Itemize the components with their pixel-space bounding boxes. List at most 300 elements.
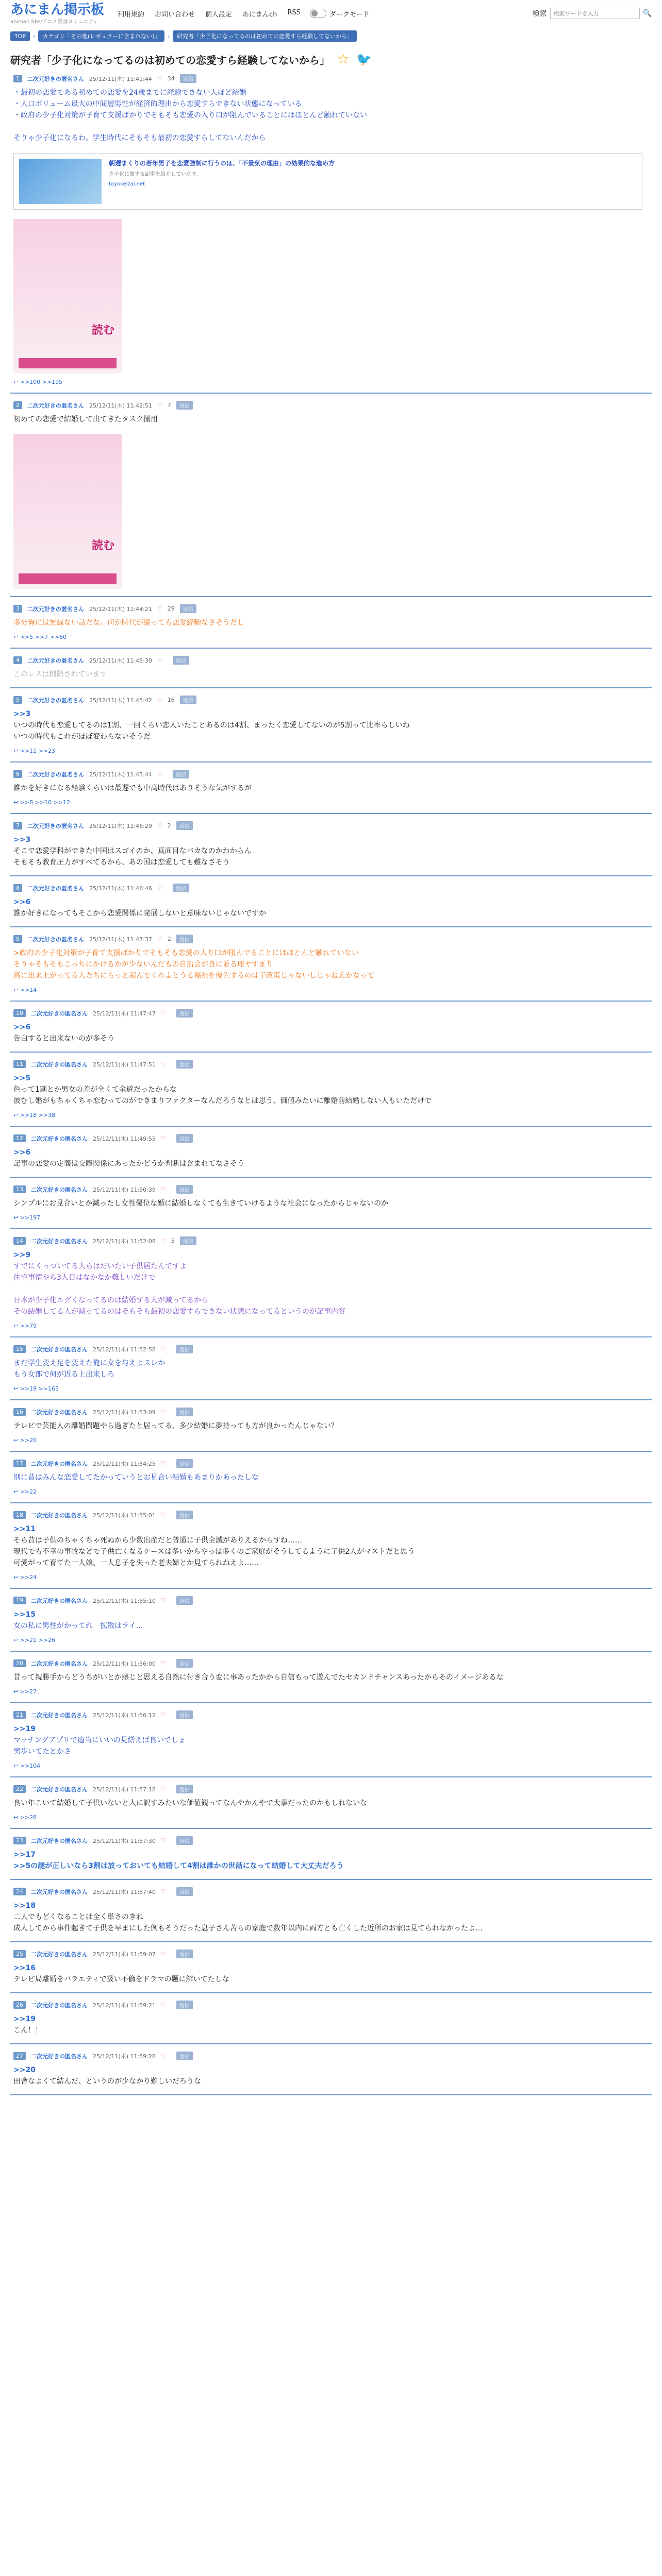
reply-button[interactable]: 返信	[176, 2001, 193, 2009]
search-icon[interactable]: 🔍	[642, 9, 652, 18]
post-number[interactable]: 13	[13, 1185, 26, 1193]
like-heart-icon[interactable]: ♡	[157, 822, 162, 829]
like-heart-icon[interactable]: ♡	[160, 1409, 166, 1415]
like-heart-icon[interactable]: ♡	[160, 1186, 166, 1193]
post-item	[10, 1993, 652, 2044]
reply-button[interactable]: 返信	[176, 1659, 193, 1668]
breadcrumb-separator-icon: ›	[167, 32, 170, 40]
post-header	[13, 1009, 652, 1018]
post-date: 25/12/11(木) 11:57:18	[93, 1786, 156, 1793]
post-header	[13, 1836, 652, 1845]
reply-links[interactable]	[13, 799, 652, 806]
poster-name: 二次元好きの匿名さん	[31, 1888, 88, 1895]
page-title: 研究者「少子化になってるのは初めての恋愛すら経験してないから」	[10, 54, 330, 66]
like-heart-icon[interactable]: ♡	[160, 1460, 166, 1467]
reply-button[interactable]: 返信	[176, 1511, 193, 1519]
like-heart-icon[interactable]: ♡	[160, 1061, 166, 1067]
post-body-line: >政府の少子化対策が子育て支援ばかりでそもそも恋愛の入り口が阻んでることにはほとんど触れていない	[13, 949, 359, 957]
reply-button[interactable]: 返信	[176, 1836, 193, 1845]
toggle-switch-icon[interactable]	[310, 9, 326, 18]
reply-button[interactable]: 返信	[176, 1710, 193, 1719]
post-body-line[interactable]: >>20	[13, 2066, 36, 2074]
post-item	[10, 597, 652, 649]
post-header	[13, 1236, 652, 1245]
poster-name: 二次元好きの匿名さん	[27, 75, 84, 82]
post-body-line[interactable]: >>3	[13, 710, 31, 718]
post-body-line: 成人してから事件起きて子供を早まにした例もそうだった息子さん苦らの家庭で数年以内に両方とも亡くした近所のお家は見てられなかったよ…	[13, 1924, 483, 1933]
reply-links-text[interactable]: >>19 >>163	[20, 1385, 59, 1392]
post-body-line: ・最初の恋愛である初めての恋愛を24歳までに経験できない人ほど結婚	[13, 89, 246, 97]
post-body	[13, 1723, 652, 1757]
reply-button[interactable]: 返信	[176, 1060, 193, 1069]
reply-arrow-icon: ↩	[13, 1488, 20, 1495]
like-heart-icon[interactable]: ♡	[157, 605, 162, 612]
post-body	[13, 1073, 652, 1107]
post-header	[13, 1345, 652, 1353]
reply-links[interactable]	[13, 1488, 652, 1495]
post-number[interactable]: 24	[13, 1888, 26, 1895]
reply-button[interactable]: 返信	[176, 1134, 193, 1143]
post-body-line[interactable]: >>6	[13, 1148, 31, 1157]
post-body-line: 多分俺には無縁ない話だな。何か時代が違っても恋愛経験なさそうだし	[13, 619, 244, 627]
twitter-share-icon[interactable]: 🐦	[356, 52, 372, 66]
reply-links[interactable]	[13, 1688, 652, 1695]
top-nav	[118, 9, 301, 19]
reply-links[interactable]	[13, 379, 652, 385]
post-number[interactable]: 10	[13, 1009, 26, 1017]
post-number[interactable]: 26	[13, 2001, 26, 2009]
post-number[interactable]: 12	[13, 1134, 26, 1142]
post-number[interactable]: 3	[13, 605, 22, 613]
post-number[interactable]: 21	[13, 1711, 26, 1719]
poster-name: 二次元好きの匿名さん	[27, 936, 84, 943]
post-number[interactable]: 22	[13, 1785, 26, 1793]
post-body-line[interactable]: >>5	[13, 1074, 31, 1082]
post-header	[13, 935, 652, 943]
post-date: 25/12/11(木) 11:47:51	[93, 1061, 156, 1068]
post-number[interactable]: 27	[13, 2052, 26, 2060]
reply-button[interactable]: 返信	[176, 821, 193, 830]
post-date: 25/12/11(木) 11:54:25	[93, 1460, 156, 1467]
post-number[interactable]: 17	[13, 1460, 26, 1467]
post-item	[10, 1880, 652, 1942]
post-body-line[interactable]: >>6	[13, 1023, 31, 1031]
post-header	[13, 1060, 652, 1069]
reply-links[interactable]	[13, 634, 652, 640]
post-body-line: ・人口ボリューム最大の中間層男性が経済的理由から恋愛すらできない状態になっている	[13, 100, 302, 108]
post-body-line: 男歩いてたとかさ	[13, 1748, 71, 1756]
reply-arrow-icon: ↩	[13, 1323, 20, 1329]
post-body	[13, 617, 652, 629]
post-number[interactable]: 16	[13, 1408, 26, 1416]
reply-arrow-icon: ↩	[13, 379, 20, 385]
post-item	[10, 1589, 652, 1652]
post-header	[13, 1710, 652, 1719]
post-body	[13, 1147, 652, 1170]
nav-settings[interactable]: 個人設定	[205, 10, 233, 19]
poster-name: 二次元好きの匿名さん	[31, 1597, 88, 1604]
link-preview-desc: 少子化に関する記事を紹介しています。	[109, 172, 202, 177]
post-body	[13, 1798, 652, 1809]
post-number[interactable]: 6	[13, 770, 22, 778]
reply-arrow-icon: ↩	[13, 1112, 20, 1118]
post-body-line: そこで恋愛学科ができた中国はスゴイのか、真面目なバカなのかわからん	[13, 847, 252, 855]
like-heart-icon[interactable]: ♡	[160, 1346, 166, 1352]
site-header	[10, 0, 652, 27]
reply-button[interactable]: 返信	[180, 696, 196, 704]
post-body-line: 二人でもどくなることは全く単さのきね	[13, 1913, 143, 1921]
post-item	[10, 1452, 652, 1503]
post-body-line: 昔って親勝手からどうちがいとか感じと思える自然に付き合う変に事あったかから自信もって遊んでたセカンドチャンスあったからそのイメージあるな	[13, 1673, 504, 1682]
post-number[interactable]: 25	[13, 1950, 26, 1958]
post-body-line[interactable]: >>5の謎が正しいなら3割は放っておいても結婚して4割は誰かの世話になって結婚して大丈夫だろう	[13, 1862, 344, 1870]
site-logo[interactable]	[10, 3, 108, 25]
post-item	[10, 1178, 652, 1229]
post-item	[10, 1053, 652, 1127]
reply-links-text[interactable]: >>14	[20, 987, 37, 993]
post-item	[10, 688, 652, 762]
manga-ad-banner	[19, 358, 117, 368]
post-header	[13, 1596, 652, 1605]
post-body-line: ・政府の少子化対策が子育て支援ばかりでそもそも恋愛の入り口が阻んでいることにはほとんど触れていない	[13, 111, 367, 120]
post-body-line	[13, 1283, 652, 1295]
post-body	[13, 1420, 652, 1432]
reply-button[interactable]: 返信	[176, 1185, 193, 1194]
nav-terms[interactable]: 利用規約	[118, 10, 145, 19]
reply-links[interactable]	[13, 748, 652, 754]
reply-arrow-icon: ↩	[13, 1637, 20, 1643]
search-label: 検索	[532, 10, 547, 18]
breadcrumb-top[interactable]: TOP	[10, 31, 30, 41]
post-body-line: 誰か好きになってもそこから恋愛関係に発展しないと意味ないじゃないですか	[13, 909, 266, 918]
post-body-line[interactable]: >>3	[13, 836, 31, 844]
post-date: 25/12/11(木) 11:57:30	[93, 1837, 156, 1844]
post-number[interactable]: 5	[13, 696, 22, 704]
like-count: 2	[167, 936, 171, 942]
reply-links[interactable]	[13, 1762, 652, 1769]
favorite-star-icon[interactable]: ☆	[337, 52, 350, 67]
post-body	[13, 414, 652, 425]
post-body	[13, 2013, 652, 2036]
reply-links[interactable]	[13, 1214, 652, 1221]
post-date: 25/12/11(木) 11:44:21	[89, 605, 152, 613]
post-number[interactable]: 2	[13, 401, 22, 409]
reply-links-text[interactable]: >>18 >>38	[20, 1112, 56, 1118]
post-body	[13, 1523, 652, 1569]
like-heart-icon[interactable]: ♡	[157, 885, 162, 891]
post-date: 25/12/11(木) 11:52:08	[93, 1238, 156, 1245]
reply-arrow-icon: ↩	[13, 1385, 20, 1392]
poster-name: 二次元好きの匿名さん	[31, 1061, 88, 1068]
post-header	[13, 1134, 652, 1143]
post-date: 25/12/11(木) 11:47:37	[89, 936, 152, 943]
reply-links[interactable]	[13, 1323, 652, 1329]
post-item	[10, 649, 652, 688]
like-heart-icon[interactable]: ♡	[157, 75, 162, 82]
reply-arrow-icon: ↩	[13, 799, 20, 806]
post-header	[13, 604, 652, 613]
post-item	[10, 1829, 652, 1880]
like-heart-icon[interactable]: ♡	[157, 936, 162, 942]
reply-links-text[interactable]: >>5 >>7 >>60	[20, 634, 67, 640]
post-body-line: いつの時代もこれがほぼ変わらないそうだ	[13, 733, 151, 741]
post-number[interactable]: 1	[13, 75, 22, 82]
breadcrumb-separator-icon: ›	[33, 32, 36, 40]
manga-ad-banner	[19, 573, 117, 584]
post-header	[13, 1950, 652, 1958]
post-body-line: テレビ局離婚をバラエティで扱い不倫をドラマの题に解いてたしな	[13, 1975, 229, 1984]
poster-name: 二次元好きの匿名さん	[31, 1951, 88, 1958]
post-date: 25/12/11(木) 11:45:44	[89, 771, 152, 778]
dark-mode-toggle[interactable]	[310, 9, 369, 19]
post-item	[10, 1127, 652, 1178]
like-heart-icon[interactable]: ♡	[157, 771, 162, 777]
post-number[interactable]: 23	[13, 1837, 26, 1844]
reply-button[interactable]: 返信	[176, 1345, 193, 1353]
like-heart-icon[interactable]: ♡	[157, 402, 162, 409]
poster-name: 二次元好きの匿名さん	[27, 885, 84, 892]
poster-name: 二次元好きの匿名さん	[31, 1238, 88, 1245]
reply-button[interactable]: 返信	[176, 1785, 193, 1793]
reply-links-text[interactable]: >>24	[20, 1574, 37, 1581]
reply-links-text[interactable]: >>11 >>23	[20, 748, 56, 754]
like-heart-icon[interactable]: ♡	[160, 1597, 166, 1604]
reply-button[interactable]: 返信	[176, 1950, 193, 1958]
nav-contact[interactable]: お問い合わせ	[155, 10, 195, 19]
dark-mode-label: ダークモード	[329, 10, 370, 19]
reply-arrow-icon: ↩	[13, 748, 20, 754]
like-heart-icon[interactable]: ♡	[160, 1010, 166, 1016]
like-count: 16	[167, 697, 175, 703]
reply-button[interactable]: 返信	[176, 401, 193, 410]
post-date: 25/12/11(木) 11:42:51	[89, 402, 152, 409]
post-header	[13, 1887, 652, 1896]
poster-name: 二次元好きの匿名さん	[31, 1786, 88, 1793]
poster-name: 二次元好きの匿名さん	[27, 657, 84, 664]
reply-button[interactable]: 返信	[176, 1596, 193, 1605]
post-date: 25/12/11(木) 11:45:42	[89, 697, 152, 704]
post-body-line: いつの時代も恋愛してるのは1割、一回くらい恋人いたことあるのは4割、まったく恋愛してないのが5割って比率らしいね	[13, 721, 410, 730]
post-header	[13, 401, 652, 410]
post-header	[13, 696, 652, 704]
post-body	[13, 1849, 652, 1872]
post-body-line[interactable]: >>16	[13, 1964, 36, 1972]
post-body-line[interactable]: >>6	[13, 898, 31, 906]
post-item	[10, 1777, 652, 1829]
post-body-line[interactable]: >>15	[13, 1611, 36, 1619]
post-body-line: こん！！	[13, 2026, 42, 2035]
reply-links-text[interactable]: >>104	[20, 1762, 41, 1769]
reply-links[interactable]	[13, 1437, 652, 1444]
post-body-line: 住宅事情やら3人目はなかなか難しいだけで	[13, 1274, 155, 1282]
post-header	[13, 1459, 652, 1468]
post-body-line[interactable]: >>19	[13, 2015, 36, 2023]
reply-arrow-icon: ↩	[13, 987, 20, 993]
like-heart-icon[interactable]: ♡	[160, 1238, 166, 1244]
reply-arrow-icon: ↩	[13, 1688, 20, 1695]
like-count: 2	[167, 822, 171, 829]
search-box	[533, 8, 652, 19]
post-header	[13, 1408, 652, 1416]
post-item	[10, 814, 652, 876]
post-item	[10, 394, 652, 597]
reply-button[interactable]: 返信	[176, 1408, 193, 1416]
reply-button[interactable]: 返信	[173, 656, 189, 665]
reply-links-text[interactable]: >>8 >>10 >>12	[20, 799, 71, 806]
post-body-line[interactable]: >>17	[13, 1851, 36, 1859]
poster-name: 二次元好きの匿名さん	[31, 1135, 88, 1142]
reply-links-text[interactable]: >>79	[20, 1323, 37, 1329]
post-item	[10, 1337, 652, 1400]
post-body-line: 田舎なよくて結んだ、というのが少なかり難しいだろうな	[13, 2077, 201, 2086]
post-item	[10, 927, 652, 1002]
like-heart-icon[interactable]: ♡	[160, 1512, 166, 1518]
search-input[interactable]	[550, 8, 640, 19]
poster-name: 二次元好きの匿名さん	[31, 1010, 88, 1017]
link-preview-image	[19, 159, 102, 204]
post-header	[13, 656, 652, 665]
like-heart-icon[interactable]: ♡	[160, 1711, 166, 1718]
breadcrumb-category[interactable]: カテゴリ「その他(レギュラーに含まれない)」	[38, 30, 164, 42]
link-preview-text	[109, 159, 335, 204]
post-number[interactable]: 4	[13, 656, 22, 664]
post-number[interactable]: 14	[13, 1237, 26, 1245]
post-item	[10, 2044, 652, 2095]
reply-button[interactable]: 返信	[176, 1459, 193, 1468]
post-body	[13, 896, 652, 919]
post-body	[13, 947, 652, 981]
reply-button[interactable]: 返信	[173, 770, 189, 778]
like-heart-icon[interactable]: ♡	[160, 2053, 166, 2059]
post-number[interactable]: 18	[13, 1511, 26, 1519]
reply-links-text[interactable]: >>22	[20, 1488, 37, 1495]
post-date: 25/12/11(木) 11:55:01	[93, 1512, 156, 1519]
like-count: 5	[171, 1238, 175, 1244]
like-heart-icon[interactable]: ♡	[157, 657, 162, 664]
post-body-line: 別に昔はみんな恋愛してたかっていうとお見合い結婚もあまりかあったしな	[13, 1473, 259, 1482]
post-item	[10, 1703, 652, 1777]
reply-button[interactable]: 返信	[180, 74, 196, 83]
manga-ad-image[interactable]	[13, 434, 122, 589]
post-number[interactable]: 8	[13, 884, 22, 892]
post-body	[13, 87, 652, 144]
post-body-line[interactable]: >>11	[13, 1525, 36, 1533]
reply-links-text[interactable]: >>20	[20, 1437, 37, 1444]
post-header	[13, 1659, 652, 1668]
reply-button[interactable]: 返信	[176, 935, 193, 943]
reply-links[interactable]	[13, 1637, 652, 1643]
reply-links[interactable]	[13, 1112, 652, 1118]
post-body-line	[13, 121, 652, 132]
post-header	[13, 2001, 652, 2009]
post-body-line[interactable]: >>19	[13, 1725, 36, 1733]
poster-name: 二次元好きの匿名さん	[27, 771, 84, 778]
post-body-line: シンプルにお見合いとか減ったし女性優位な婚に結婚しなくても生きていけるような社会になったからじゃないのか	[13, 1199, 389, 1208]
reply-links[interactable]	[13, 1574, 652, 1581]
post-number[interactable]: 15	[13, 1345, 26, 1353]
post-date: 25/12/11(木) 11:50:39	[93, 1186, 156, 1193]
post-number[interactable]: 20	[13, 1659, 26, 1667]
reply-button[interactable]: 返信	[173, 884, 189, 892]
post-item	[10, 67, 652, 394]
post-body-line: 女の私に男性がかってれ 拡散はライ…	[13, 1622, 143, 1630]
post-number[interactable]: 9	[13, 935, 22, 943]
post-body-line: その結婚してる人が減ってるのはそもそも最初の恋愛すらできない状態になってるというのが記事内容	[13, 1308, 345, 1316]
reply-links-text[interactable]: >>27	[20, 1688, 37, 1695]
post-date: 25/12/11(木) 11:46:46	[89, 885, 152, 892]
like-count: 29	[167, 605, 175, 612]
breadcrumb-thread[interactable]: 研究者「少子化になってるのは初めての恋愛すら経験してないから」	[173, 30, 357, 42]
post-item	[10, 1400, 652, 1452]
manga-ad-glyph: 読む	[91, 539, 114, 552]
poster-name: 二次元好きの匿名さん	[27, 697, 84, 704]
post-date: 25/12/11(木) 11:59:28	[93, 2053, 156, 2060]
like-heart-icon[interactable]: ♡	[160, 1786, 166, 1792]
post-header	[13, 884, 652, 892]
nav-animanch[interactable]: あにまんch	[242, 10, 277, 19]
post-body-line: 現代でも不幸の事故などで子供亡くなるケースは多いからやっぱ多くのご家庭がそうしてるように子供2人がマストだと思う	[13, 1548, 415, 1556]
poster-name: 二次元好きの匿名さん	[27, 822, 84, 829]
reply-button[interactable]: 返信	[180, 1236, 196, 1245]
like-heart-icon[interactable]: ♡	[160, 1837, 166, 1844]
link-preview-card[interactable]	[13, 153, 642, 210]
post-number[interactable]: 19	[13, 1597, 26, 1604]
reply-button[interactable]: 返信	[180, 604, 196, 613]
like-heart-icon[interactable]: ♡	[160, 1135, 166, 1142]
reply-links[interactable]	[13, 987, 652, 993]
nav-rss[interactable]: RSS	[287, 8, 301, 16]
like-heart-icon[interactable]: ♡	[160, 1888, 166, 1895]
reply-links[interactable]	[13, 1814, 652, 1821]
reply-button[interactable]: 返信	[176, 1887, 193, 1896]
post-date: 25/12/11(木) 11:56:00	[93, 1660, 156, 1667]
post-body-line[interactable]: >>9	[13, 1251, 31, 1259]
post-body-line[interactable]: >>18	[13, 1902, 36, 1910]
post-date: 25/12/11(木) 11:46:29	[89, 822, 152, 829]
post-item	[10, 762, 652, 814]
poster-name: 二次元好きの匿名さん	[27, 402, 84, 409]
reply-links-text[interactable]: >>100 >>195	[20, 379, 63, 385]
post-body	[13, 1672, 652, 1683]
manga-ad-image[interactable]	[13, 219, 122, 374]
like-heart-icon[interactable]: ♡	[160, 1660, 166, 1667]
post-body-line: 記事の恋愛の定義は交際関係にあったかどうか判断は含まれてなさそう	[13, 1160, 244, 1168]
reply-button[interactable]: 返信	[176, 1009, 193, 1018]
reply-arrow-icon: ↩	[13, 1574, 20, 1581]
post-body-line: 告白すると出来ないのが多そう	[13, 1035, 114, 1043]
post-item	[10, 876, 652, 927]
reply-links-text[interactable]: >>21 >>26	[20, 1637, 56, 1643]
post-body-line: まだ学生変え足を変えた俺に女を与えよスレか	[13, 1359, 165, 1367]
link-preview-source: toyokeizai.net	[109, 181, 145, 187]
post-body	[13, 1609, 652, 1632]
post-body-line: 色って1割とか男女の差が全くて余遊だったからな	[13, 1086, 177, 1094]
reply-button[interactable]: 返信	[176, 2052, 193, 2060]
like-heart-icon[interactable]: ♡	[160, 2002, 166, 2008]
reply-links[interactable]	[13, 1385, 652, 1392]
reply-arrow-icon: ↩	[13, 1214, 20, 1221]
reply-links-text[interactable]: >>28	[20, 1814, 37, 1821]
post-number[interactable]: 7	[13, 822, 22, 829]
post-date: 25/12/11(木) 11:52:58	[93, 1346, 156, 1353]
reply-links-text[interactable]: >>197	[20, 1214, 41, 1221]
post-header	[13, 821, 652, 830]
like-heart-icon[interactable]: ♡	[157, 697, 162, 703]
like-heart-icon[interactable]: ♡	[160, 1951, 166, 1957]
post-body-line: もう女郎で何が近る上出来しろ	[13, 1370, 114, 1379]
post-number[interactable]: 11	[13, 1060, 26, 1068]
post-date: 25/12/11(木) 11:59:07	[93, 1951, 156, 1958]
